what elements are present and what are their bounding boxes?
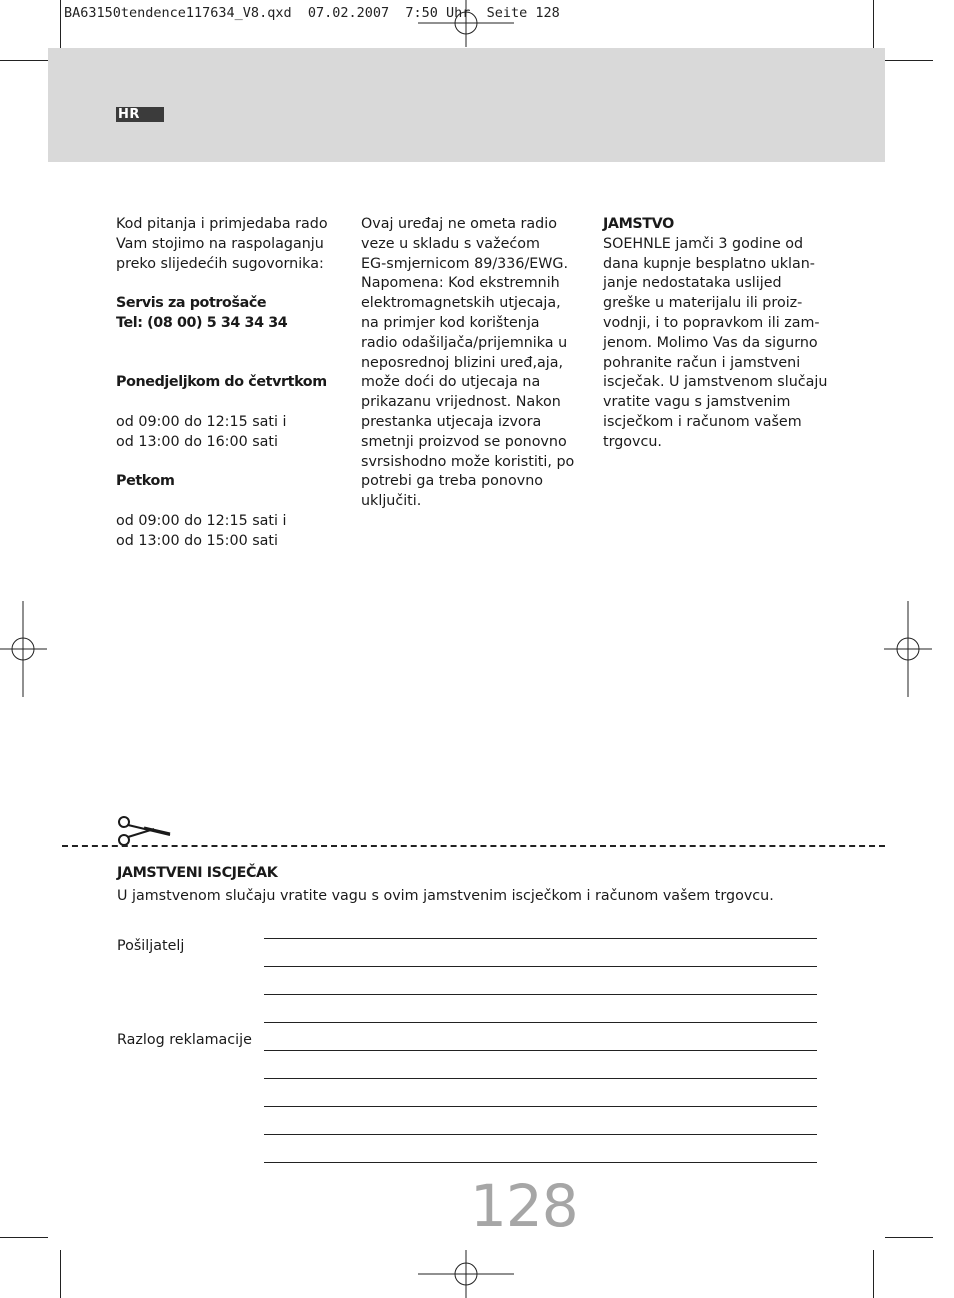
warranty-line: iscječak. U jamstvenom slučaju — [603, 374, 828, 391]
sender-line[interactable] — [264, 1022, 817, 1023]
warranty-line: jenom. Molimo Vas da sigurno — [603, 334, 818, 351]
reason-line[interactable] — [264, 1106, 817, 1107]
emc-line: prestanka utjecaja izvora — [361, 413, 542, 430]
sender-line[interactable] — [264, 994, 817, 995]
friday-title: Petkom — [116, 473, 175, 490]
language-tag: HR — [116, 107, 164, 122]
emc-line: EG-smjernicom 89/336/EWG. — [361, 255, 569, 272]
emc-line: elektromagnetskih utjecaja, — [361, 295, 561, 312]
cut-line — [62, 845, 885, 847]
emc-line: veze u skladu s važećom — [361, 235, 540, 252]
emc-line: neposrednoj blizini uređ,aja, — [361, 354, 564, 371]
emc-line: prikazanu vrijednost. Nakon — [361, 394, 561, 411]
emc-line: na primjer kod korištenja — [361, 314, 540, 331]
coupon-title: JAMSTVENI ISCJEČAK — [117, 865, 278, 881]
service-title: Servis za potrošače — [116, 295, 267, 312]
weekdays-hours: od 09:00 do 12:15 sati i — [116, 413, 287, 430]
emc-line: smetnji proizvod se ponovno — [361, 433, 567, 450]
reason-line[interactable] — [264, 1050, 817, 1051]
intro-line: preko slijedećih sugovornika: — [116, 255, 324, 272]
emc-line: uključiti. — [361, 493, 422, 510]
emc-line: može doći do utjecaja na — [361, 374, 541, 391]
warranty-line: janje nedostataka uslijed — [603, 275, 782, 292]
weekdays-hours: od 13:00 do 16:00 sati — [116, 433, 279, 450]
reason-line[interactable] — [264, 1162, 817, 1163]
contact-column — [116, 215, 356, 552]
warranty-line: vodnji, i to popravkom ili zam- — [603, 314, 820, 331]
weekdays-title: Ponedjeljkom do četvrtkom — [116, 374, 327, 391]
intro-line: Vam stojimo na raspolaganju — [116, 235, 324, 252]
emc-line: Ovaj uređaj ne ometa radio — [361, 216, 557, 232]
page-number: 128 — [470, 1172, 578, 1240]
warranty-line: vratite vagu s jamstvenim — [603, 394, 791, 411]
warranty-line: SOEHNLE jamči 3 godine od — [603, 235, 804, 252]
emc-column — [361, 215, 601, 512]
intro-line: Kod pitanja i primjedaba rado — [116, 216, 328, 232]
header-band — [48, 48, 885, 162]
warranty-line: dana kupnje besplatno uklan- — [603, 255, 815, 272]
sender-line[interactable] — [264, 938, 817, 939]
warranty-column — [603, 215, 843, 453]
reason-line[interactable] — [264, 1134, 817, 1135]
warranty-line: greške u materijalu ili proiz- — [603, 295, 803, 312]
friday-hours: od 13:00 do 15:00 sati — [116, 532, 279, 549]
reason-label: Razlog reklamacije — [117, 1032, 252, 1048]
sender-label: Pošiljatelj — [117, 938, 185, 954]
warranty-line: iscječkom i računom vašem — [603, 413, 802, 430]
friday-hours: od 09:00 do 12:15 sati i — [116, 512, 287, 529]
service-phone: Tel: (08 00) 5 34 34 34 — [116, 314, 288, 331]
scissors-icon — [114, 814, 174, 848]
sender-line[interactable] — [264, 966, 817, 967]
emc-line: Napomena: Kod ekstremnih — [361, 275, 560, 292]
reason-line[interactable] — [264, 1078, 817, 1079]
warranty-title: JAMSTVO — [603, 216, 674, 232]
warranty-line: trgovcu. — [603, 433, 662, 450]
emc-line: potrebi ga treba ponovno — [361, 473, 544, 490]
file-slug: BA63150tendence117634_V8.qxd 07.02.2007 7:50 Uhr Seite 128 — [64, 5, 560, 21]
warranty-line: pohranite račun i jamstveni — [603, 354, 801, 371]
emc-line: svrsishodno može koristiti, po — [361, 453, 575, 470]
coupon-instructions: U jamstvenom slučaju vratite vagu s ovim jamstvenim iscječkom i računom vašem trgovcu. — [117, 888, 774, 904]
emc-line: radio odašiljača/prijemnika u — [361, 334, 568, 351]
